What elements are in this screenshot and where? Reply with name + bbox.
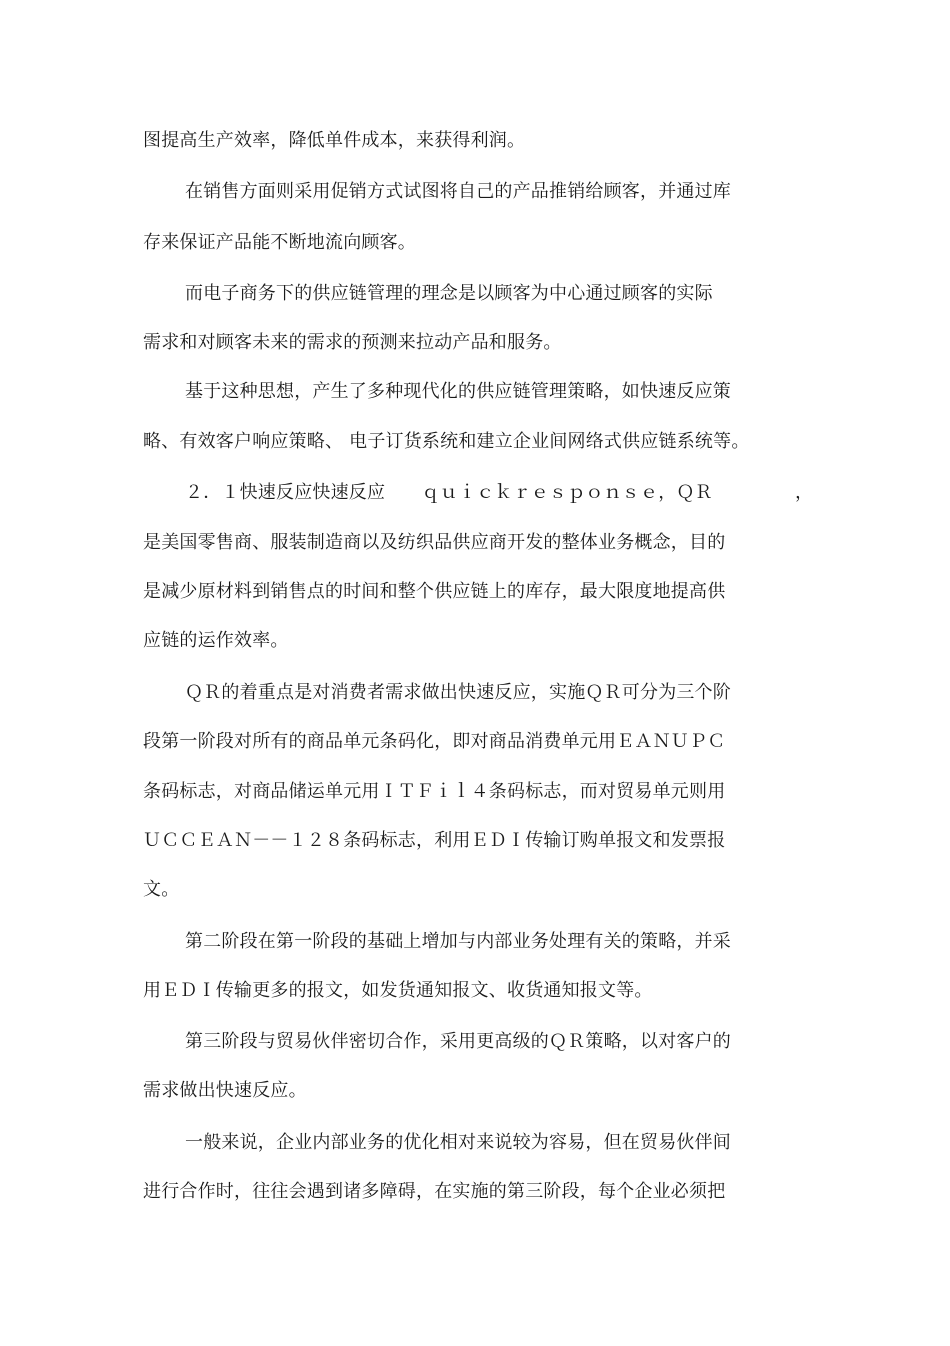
text-line: 进行合作时，往往会遇到诸多障碍，在实施的第三阶段，每个企业必须把 xyxy=(143,1181,726,1202)
text-line: 略、有效客户响应策略、 电子订货系统和建立企业间网络式供应链系统等。 xyxy=(143,431,750,452)
paragraph-start-line: 在销售方面则采用促销方式试图将自己的产品推销给顾客，并通过库 xyxy=(185,181,731,202)
paragraph-start-line: 基于这种思想，产生了多种现代化的供应链管理策略，如快速反应策 xyxy=(185,381,731,402)
text-line: 文。 xyxy=(143,879,180,900)
trailing-comma: ， xyxy=(795,482,813,503)
paragraph-start-line: 第二阶段在第一阶段的基础上增加与内部业务处理有关的策略，并采 xyxy=(185,931,731,952)
paragraph-start-line: ＱＲ的着重点是对消费者需求做出快速反应，实施ＱＲ可分为三个阶 xyxy=(185,682,731,703)
text-line: 用ＥＤＩ传输更多的报文，如发货通知报文、收货通知报文等。 xyxy=(143,980,653,1001)
text-line: 是美国零售商、服装制造商以及纺织品供应商开发的整体业务概念，目的 xyxy=(143,532,726,553)
text-line: 图提高生产效率，降低单件成本，来获得利润。 xyxy=(143,130,526,151)
text-line: 是减少原材料到销售点的时间和整个供应链上的库存，最大限度地提高供 xyxy=(143,581,726,602)
text-line: 条码标志，对商品储运单元用ＩＴＦｉｌ４条码标志，而对贸易单元则用 xyxy=(143,781,726,802)
paragraph-start-line: 一般来说，企业内部业务的优化相对来说较为容易，但在贸易伙伴间 xyxy=(185,1132,731,1153)
section-heading-line: ２．１快速反应快速反应 ｑｕｉｃｋｒｅｓｐｏｎｓｅ，ＱＲ xyxy=(185,482,713,503)
text-line: 应链的运作效率。 xyxy=(143,630,289,651)
paragraph-start-line: 而电子商务下的供应链管理的理念是以顾客为中心通过顾客的实际 xyxy=(185,283,713,304)
text-line: 段第一阶段对所有的商品单元条码化，即对商品消费单元用ＥＡＮＵＰＣ xyxy=(143,731,726,752)
text-line: ＵＣＣＥＡＮ－－１２８条码标志，利用ＥＤＩ传输订购单报文和发票报 xyxy=(143,830,726,851)
text-line: 存来保证产品能不断地流向顾客。 xyxy=(143,232,416,253)
text-line: 需求做出快速反应。 xyxy=(143,1080,307,1101)
paragraph-start-line: 第三阶段与贸易伙伴密切合作，采用更高级的ＱＲ策略，以对客户的 xyxy=(185,1031,731,1052)
text-line: 需求和对顾客未来的需求的预测来拉动产品和服务。 xyxy=(143,332,562,353)
